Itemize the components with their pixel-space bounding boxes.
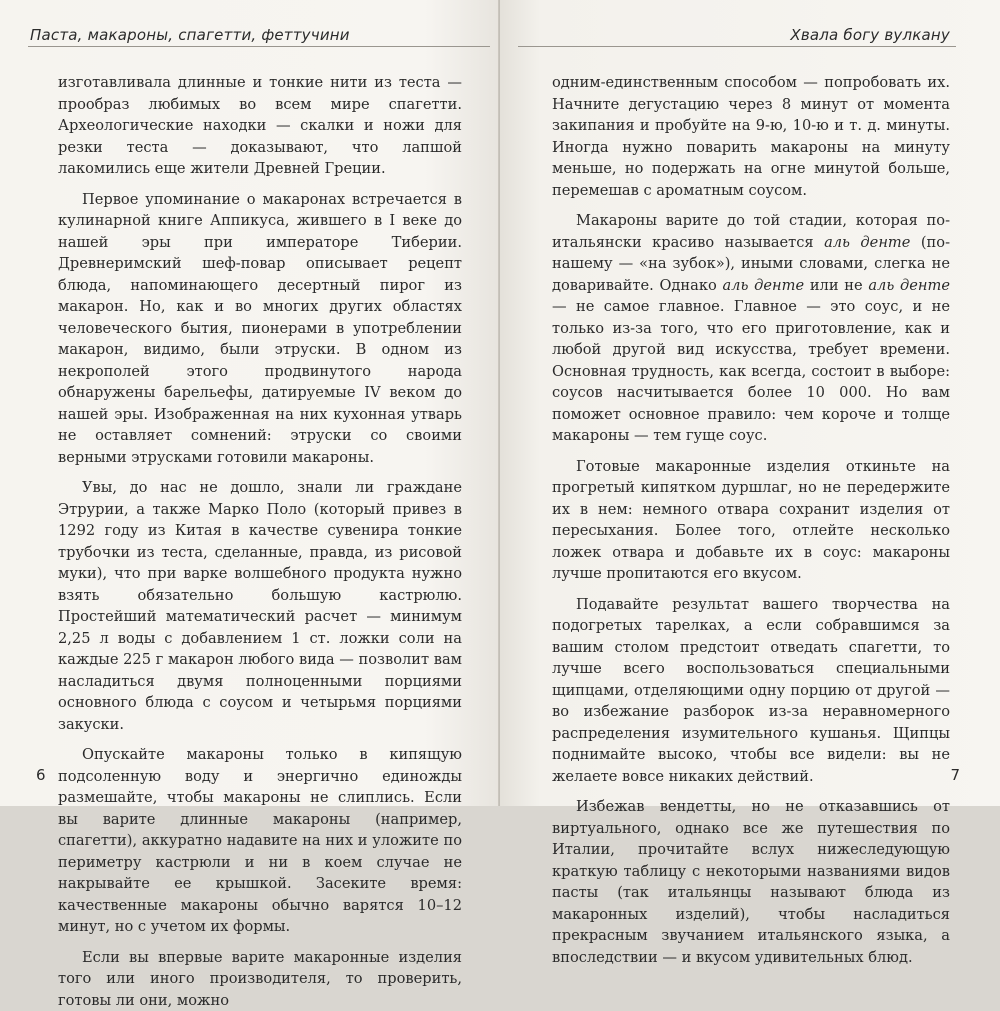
- text-run: (по-нашему — «на зубок»), иными словами, слегка не доваривайте. Однако: [552, 234, 950, 294]
- italic-term: аль денте: [722, 277, 804, 294]
- paragraph: Подавайте результат вашего творчества на подогретых тарелках, а если собравшимся за вашим столом предстоит отведать спагетти, то лучше всего воспользоваться специальными щипцами, отделяющими одну порцию от другой — во избежание разборок из-за неравномерного распределения изумительного кушанья. Щипцы поднимайте высоко, чтобы все видели: вы не желаете вовсе никаких действий.: [552, 594, 950, 788]
- paragraph: одним-единственным способом — попробовать их. Начните дегустацию через 8 минут от момента закипания и пробуйте на 9-ю, 10-ю и т. д. минуты. Иногда нужно поварить макароны на минуту меньше, но подержать на огне минутой больше, перемешав с ароматным соусом.: [552, 72, 950, 201]
- paragraph: Избежав вендетты, но не отказавшись от виртуального, однако все же путешествия по Италии, прочитайте вслух нижеследующую краткую таблицу с некоторыми названиями видов пасты (так итальянцы называют блюда из макаронных изделий), чтобы насладиться прекрасным звучанием итальянского языка, а впоследствии — и вкусом удивительных блюд.: [552, 796, 950, 968]
- paragraph: Увы, до нас не дошло, знали ли граждане Этрурии, а также Марко Поло (который привез в 1292 году из Китая в качестве сувенира тонкие трубочки из теста, сделанные, правда, из рисовой муки), что при варке волшебного продукта нужно взять обязательно большую кастрюлю. Простейший математический расчет — минимум 2,25 л воды с добавлением 1 ст. ложки соли на каждые 225 г макарон любого вида — позволит вам насладиться двумя полноценными порциями основного блюда с соусом и четырьмя порциями закуски.: [58, 477, 462, 735]
- right-page: [500, 0, 1000, 806]
- paragraph: Первое упоминание о макаронах встречается в кулинарной книге Аппикуса, жившего в I веке до нашей эры при императоре Тиберии. Древнеримский шеф-повар описывает рецепт блюда, напоминающего десертный пирог из макарон. Но, как и во многих других областях человеческого бытия, пионерами в употреблении макарон, видимо, были этруски. В одном из некрополей этого продвинутого народа обнаружены барельефы, датируемые IV веком до нашей эры. Изображенная на них кухонная утварь не оставляет сомнений: этруски со своими верными этрусками готовили макароны.: [58, 189, 462, 469]
- paragraph: Если вы впервые варите макаронные изделия того или иного производителя, то проверить, готовы ли они, можно: [58, 947, 462, 1011]
- left-page-body: [58, 72, 462, 1011]
- page-number-left: 6: [36, 766, 46, 784]
- italic-term: аль денте: [824, 234, 910, 251]
- paragraph: изготавливала длинные и тонкие нити из теста — прообраз любимых во всем мире спагетти. Археологические находки — скалки и ножи для резки теста — доказывают, что лапшой лакомились еще жители Древней Греции.: [58, 72, 462, 180]
- page-number-right: 7: [950, 766, 960, 784]
- left-page: [0, 0, 500, 806]
- text-run: Макароны варите до той стадии, которая по-итальянски красиво называется: [552, 212, 950, 251]
- running-header-right: Хвала богу вулкану: [790, 26, 950, 44]
- italic-term: аль денте: [868, 277, 950, 294]
- header-rule-left: [28, 46, 490, 47]
- right-page-body: [552, 72, 950, 968]
- paragraph: Готовые макаронные изделия откиньте на прогретый кипятком дуршлаг, но не передержите их в нем: немного отвара сохранит изделия от пересыхания. Более того, отлейте несколько ложек отвара и добавьте их в соус: макароны лучше пропитаются его вкусом.: [552, 456, 950, 585]
- header-rule-right: [518, 46, 956, 47]
- text-run: или не: [804, 277, 868, 294]
- paragraph: Опускайте макароны только в кипящую подсоленную воду и энергично единожды размешайте, чтобы макароны не слиплись. Если вы варите длинные макароны (например, спагетти), аккуратно надавите на них и уложите по периметру кастрюли и ни в коем случае не накрывайте ее крышкой. Засеките время: качественные макароны обычно варятся 10–12 минут, но с учетом их формы.: [58, 744, 462, 938]
- paragraph: [552, 210, 950, 447]
- running-header-left: Паста, макароны, спагетти, феттучини: [30, 26, 350, 44]
- text-run: — не самое главное. Главное — это соус, и не только из-за того, что его приготовление, как и любой другой вид искусства, требует времени. Основная трудность, как всегда, состоит в выборе: соусов насчитывается более 10 000. Но вам поможет основное правило: чем короче и толще макароны — тем гуще соус.: [552, 298, 950, 444]
